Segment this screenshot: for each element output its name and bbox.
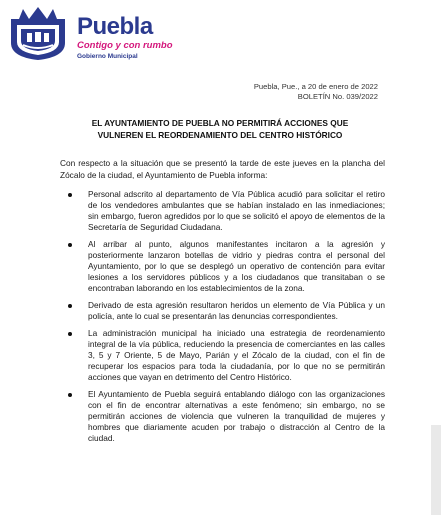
brand-tagline: Contigo y con rumbo <box>77 40 173 51</box>
list-item <box>60 189 385 233</box>
list-item-text: El Ayuntamiento de Puebla seguirá entablando diálogo con las organizaciones con el fin de encontrar alternativas a este fenómeno; sin embargo, no se permitirán acciones de violencia que vulneren la tranquilidad de mujeres y hombres que diariamente acuden por trabajo o distracción al Centro de la ciudad. <box>88 389 385 443</box>
list-item <box>60 239 385 294</box>
list-item-text: Derivado de esta agresión resultaron heridos un elemento de Vía Pública y un policía, ante lo cual se presentarán las denuncias correspondientes. <box>88 300 385 321</box>
bullet-icon <box>68 332 72 336</box>
bullet-icon <box>68 393 72 397</box>
headline <box>60 117 380 141</box>
list-item <box>60 328 385 383</box>
list-item-text: Al arribar al punto, algunos manifestantes incitaron a la agresión y posteriormente lanzaron botellas de vidrio y piedras contra el personal del Ayuntamiento, por lo que se desplegó un operativo de contención para evitar lesiones a los servidores públicos y a los ciudadanos que transitaban o se encontraban laborando en los establecimientos de la zona. <box>88 239 385 293</box>
brand-name: Puebla <box>77 13 153 40</box>
edge-stripe <box>431 425 441 515</box>
bullet-icon <box>68 243 72 247</box>
brand-subtitle: Gobierno Municipal <box>77 53 138 60</box>
headline-line-1: EL AYUNTAMIENTO DE PUEBLA NO PERMITIRÁ ACCIONES QUE <box>91 118 349 128</box>
list-item <box>60 300 385 322</box>
list-item-text: La administración municipal ha iniciado una estrategia de reordenamiento integral de la vía pública, reduciendo la presencia de comerciantes en las calles 3, 5 y 7 Oriente, 5 de Mayo, Parián y el Zócalo de la ciudad, con el fin de recuperar los espacios para toda la ciudadanía, por lo que no se permitirán acciones que vayan en detrimento del Centro Histórico. <box>88 328 385 382</box>
logo-text <box>77 15 173 60</box>
bullet-list <box>60 189 385 450</box>
puebla-logo <box>9 5 189 61</box>
bulletin-number: BOLETÍN No. 039/2022 <box>297 92 378 101</box>
headline-line-2: VULNEREN EL REORDENAMIENTO DEL CENTRO HISTÓRICO <box>97 130 343 140</box>
list-item-text: Personal adscrito al departamento de Vía Pública acudió para solicitar el retiro de los vendedores ambulantes que se habían instalado en las inmediaciones; sin embargo, fueron agredidos por lo que se solicitó el apoyo de elementos de la Secretaría de Seguridad Ciudadana. <box>88 189 385 232</box>
puebla-coat-of-arms-icon <box>9 5 67 61</box>
dateline <box>254 82 378 102</box>
place-date: Puebla, Pue., a 20 de enero de 2022 <box>253 82 378 91</box>
list-item <box>60 389 385 444</box>
bullet-icon <box>68 304 72 308</box>
intro-paragraph: Con respecto a la situación que se presentó la tarde de este jueves en la plancha del Zócalo de la ciudad, el Ayuntamiento de Puebla informa: <box>60 158 385 180</box>
bullet-icon <box>68 193 72 197</box>
